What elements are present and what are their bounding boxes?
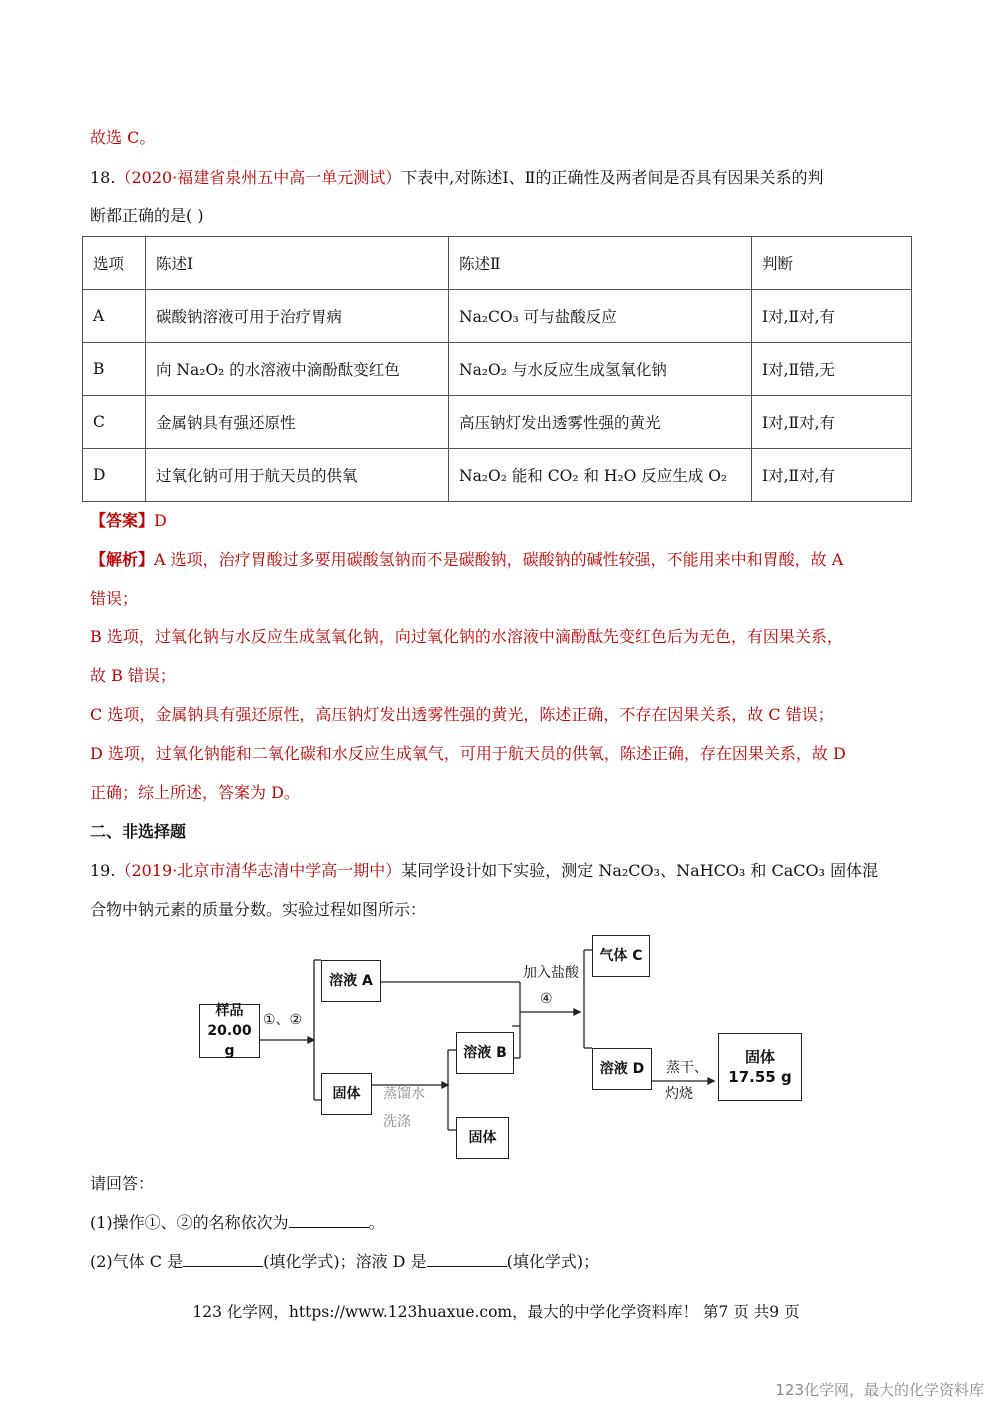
table-row (83, 449, 912, 502)
answer-blank[interactable] (183, 1252, 263, 1267)
solution-b-box: 溶液 B (456, 1032, 514, 1074)
step4-label: ④ (540, 991, 553, 1007)
evap-label-1: 蒸干、 (666, 1060, 708, 1076)
analysis-line-2: 错误； (90, 589, 139, 608)
header-cell: 判断 (752, 237, 912, 290)
analysis-line-7: 正确；综上所述，答案为 D。 (90, 783, 300, 802)
table-cell: 向 Na₂O₂ 的水溶液中滴酚酞变红色 (146, 343, 449, 396)
table-row (83, 396, 912, 449)
gas-c-box: 气体 C (592, 935, 650, 977)
watermark-text: 123化学网，最大的化学资料库 (775, 1381, 984, 1399)
table-row (83, 343, 912, 396)
table-header-row (83, 237, 912, 290)
final-solid-label: 固体 (744, 1048, 775, 1066)
final-solid-box (718, 1033, 802, 1101)
q19-sub1 (90, 1213, 385, 1233)
table-cell: 碳酸钠溶液可用于治疗胃病 (146, 290, 449, 343)
table-cell: Na₂O₂ 与水反应生成氢氧化钠 (449, 343, 752, 396)
prev-conclusion: 故选 C。 (90, 128, 156, 147)
sample-label: 样品 (215, 1003, 244, 1019)
answer-blank[interactable] (289, 1213, 369, 1228)
header-cell: 选项 (83, 237, 146, 290)
table-cell: 过氧化钠可用于航天员的供氧 (146, 449, 449, 502)
analysis-line-5: C 选项，金属钠具有强还原性，高压钠灯发出透雾性强的黄光，陈述正确，不存在因果关系，故 C 错误； (90, 705, 834, 724)
table-cell: C (83, 396, 146, 449)
answer-line (90, 511, 167, 531)
solid-box-1: 固体 (321, 1073, 372, 1115)
header-cell: 陈述Ⅰ (146, 237, 449, 290)
answer-blank[interactable] (427, 1252, 507, 1267)
answer-value: D (154, 511, 167, 530)
table-cell: 金属钠具有强还原性 (146, 396, 449, 449)
table-cell: Na₂O₂ 能和 CO₂ 和 H₂O 反应生成 O₂ (449, 449, 752, 502)
q18-stem-line2: 断都正确的是( ) (90, 206, 204, 225)
sub2-text-b: (填化学式)；溶液 D 是 (263, 1252, 427, 1271)
page-footer: 123 化学网，https://www.123huaxue.com，最大的中学化学资料库！ 第7 页 共9 页 (192, 1303, 800, 1321)
table-cell: Ⅰ对,Ⅱ对,有 (752, 396, 912, 449)
q19-prompt: 请回答： (90, 1174, 155, 1193)
q19-stem-text: 某同学设计如下实验，测定 Na₂CO₃、NaHCO₃ 和 CaCO₃ 固体混 (401, 861, 879, 880)
solution-d-box: 溶液 D (592, 1048, 652, 1090)
sample-box (199, 1004, 260, 1058)
sub2-text-c: (填化学式)； (506, 1252, 600, 1271)
step12-label: ①、② (263, 1012, 303, 1028)
evap-label-2: 灼烧 (665, 1086, 693, 1102)
sample-mass: 20.00 g (207, 1023, 252, 1059)
q18-stem-line1 (90, 168, 824, 188)
analysis-text: A 选项，治疗胃酸过多要用碳酸氢钠而不是碳酸钠，碳酸钠的碱性较强，不能用来中和胃酸，故 A (154, 550, 844, 569)
q18-source: （2020·福建省泉州五中高一单元测试） (115, 168, 402, 187)
q19-source: （2019·北京市清华志清中学高一期中） (115, 861, 402, 880)
q19-sub2 (90, 1252, 599, 1272)
experiment-flow-diagram (190, 930, 810, 1165)
table-row (83, 290, 912, 343)
analysis-line-6: D 选项，过氧化钠能和二氧化碳和水反应生成氧气，可用于航天员的供氧，陈述正确，存在因果关系，故 D (90, 744, 846, 763)
analysis-line-4: 故 B 错误； (90, 666, 176, 685)
table-cell: Ⅰ对,Ⅱ错,无 (752, 343, 912, 396)
section-title: 二、非选择题 (90, 822, 187, 841)
solid-box-2: 固体 (456, 1117, 509, 1159)
header-cell: 陈述Ⅱ (449, 237, 752, 290)
answer-label: 【答案】 (90, 511, 155, 530)
q18-table (82, 236, 912, 502)
wash-label-2: 洗涤 (383, 1114, 411, 1130)
table-cell: B (83, 343, 146, 396)
add-acid-label: 加入盐酸 (523, 965, 579, 981)
table-cell: 高压钠灯发出透雾性强的黄光 (449, 396, 752, 449)
wash-label-1: 蒸馏水 (383, 1086, 425, 1102)
table-cell: D (83, 449, 146, 502)
q19-number: 19. (90, 861, 116, 880)
sub2-text-a: (2)气体 C 是 (90, 1252, 184, 1271)
sub1-end: 。 (368, 1213, 385, 1232)
table-cell: Ⅰ对,Ⅱ对,有 (752, 449, 912, 502)
analysis-label: 【解析】 (90, 550, 155, 569)
q18-number: 18. (90, 168, 116, 187)
table-cell: A (83, 290, 146, 343)
solution-a-box: 溶液 A (321, 960, 381, 1002)
q19-stem-line1 (90, 861, 878, 881)
analysis-line-3: B 选项，过氧化钠与水反应生成氢氧化钠，向过氧化钠的水溶液中滴酚酞先变红色后为无色，有因果关系， (90, 627, 843, 646)
final-solid-mass: 17.55 g (728, 1068, 792, 1086)
sub1-text: (1)操作①、②的名称依次为 (90, 1213, 289, 1232)
analysis-line-1 (90, 550, 843, 570)
table-cell: Na₂CO₃ 可与盐酸反应 (449, 290, 752, 343)
q19-stem-line2: 合物中钠元素的质量分数。实验过程如图所示： (90, 900, 427, 919)
q18-stem-text: 下表中,对陈述Ⅰ、Ⅱ的正确性及两者间是否具有因果关系的判 (401, 168, 824, 187)
table-cell: Ⅰ对,Ⅱ对,有 (752, 290, 912, 343)
